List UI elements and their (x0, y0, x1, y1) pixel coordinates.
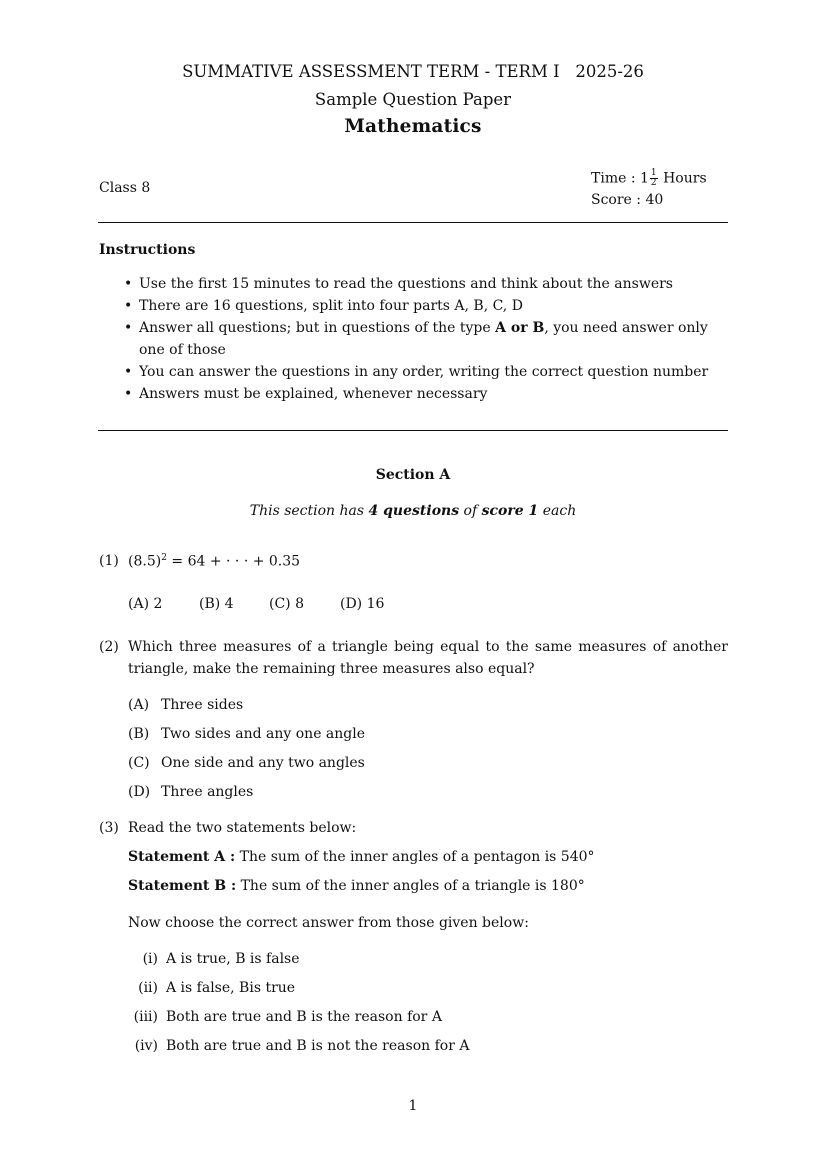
question-prompt: Now choose the correct answer from those given below: (128, 915, 529, 931)
class-label: Class 8 (99, 180, 151, 196)
option-text: One side and any two angles (161, 755, 365, 771)
question-number: (2) (99, 639, 119, 655)
time-prefix: Time : 1 (591, 170, 649, 187)
question-text: Which three measures of a triangle being equal to the same measures of another (128, 639, 728, 655)
option-text: Both are true and B is the reason for A (166, 1009, 442, 1025)
question-text: Read the two statements below: (128, 820, 357, 836)
option: (B) 4 (199, 596, 234, 612)
exam-subtitle: Sample Question Paper (314, 90, 512, 109)
score-info: Score : 40 (591, 192, 664, 208)
statement-a: Statement A : The sum of the inner angles of a pentagon is 540° (128, 849, 595, 865)
option-text: Two sides and any one angle (161, 726, 366, 742)
question-text: $(8.5)^2 = 64$ + · · · + 0.35 (128, 553, 301, 570)
section-description: This section has 4 questions of score 1 each (249, 503, 577, 519)
option-text: A is false, Bis true (166, 980, 296, 996)
time-info (591, 169, 707, 188)
subject-title: Mathematics (344, 116, 482, 137)
question-number: (1) (99, 553, 119, 569)
exam-page: SUMMATIVE ASSESSMENT TERM - TERM I 2025-26 Sample Question Paper Mathematics Class 8 Time : 1 $\frac{1}{2}$ Hours Score : 40 Instructions • Use the first 15 minutes to read the questions and think about the answers • There are 16 questions, split into four parts A, B, C, D • Answer all questions; but in questions of the type A or B, you need answer only one of those • You can answer the questions in any order, writing the correct question number • Answers must be explained, whenever necessary Section A This section has 4 questions of score 1 each (1) $(8.5)^2 = 64$ + · · · + 0.35 (A) 2 (B) 4 (C) 8 (D) 16 (2) Which three measures of a triangle being equal to the same measures of another triangle, make the remaining three measures also equal? (A) Three sides (B) Two sides and any one angle (C) One side and any two angles (D) Three angles (3) Read the two statements below: Statement A : The sum of the inner angles of a pentagon is 540° Statement B : The sum of the inner angles of a triangle is 180° Now choose the correct answer from those given below: (i) A is true, B is false (ii) A is false, Bis true (iii) Both are true and B is the reason for A (iv) Both are true and B is not the reason for A 1 (0, 0, 826, 1169)
statement-b: Statement B : The sum of the inner angles of a triangle is 180° (128, 878, 585, 894)
option: (A) 2 (128, 596, 163, 612)
section-title: Section A (375, 467, 451, 483)
bold-text: A or B (495, 320, 545, 336)
option-text: Both are true and B is not the reason for A (166, 1038, 470, 1054)
bullet-icon: • (124, 276, 133, 292)
time-fraction (650, 169, 658, 188)
bullet-icon: • (124, 386, 133, 402)
bullet-icon: • (124, 364, 133, 380)
option-label: (A) (128, 697, 150, 713)
instructions-heading: Instructions (99, 242, 196, 258)
option: (D) 16 (340, 596, 385, 612)
exam-title: SUMMATIVE ASSESSMENT TERM - TERM I 2025-26 (182, 62, 644, 81)
option-label: (ii) (138, 980, 158, 996)
time-suffix: Hours (663, 170, 707, 187)
option-text: A is true, B is false (166, 951, 300, 967)
option-label: (iv) (134, 1038, 158, 1054)
option-text: Three angles (161, 784, 254, 800)
time-fraction-den: 2 (650, 178, 657, 188)
option-label: (i) (142, 951, 158, 967)
option-text: Three sides (161, 697, 244, 713)
question-text-continued: triangle, make the remaining three measures also equal? (128, 661, 535, 677)
page-number: 1 (408, 1098, 418, 1114)
question-number: (3) (99, 820, 119, 836)
time-fraction-num: 1 (650, 168, 657, 178)
bullet-icon: • (124, 298, 133, 314)
option-label: (D) (128, 784, 151, 800)
option-label: (iii) (133, 1009, 158, 1025)
option-label: (B) (128, 726, 150, 742)
option: (C) 8 (269, 596, 304, 612)
option-label: (C) (128, 755, 150, 771)
header-divider (98, 222, 728, 223)
bullet-icon: • (124, 320, 133, 336)
instructions-divider (98, 430, 728, 431)
